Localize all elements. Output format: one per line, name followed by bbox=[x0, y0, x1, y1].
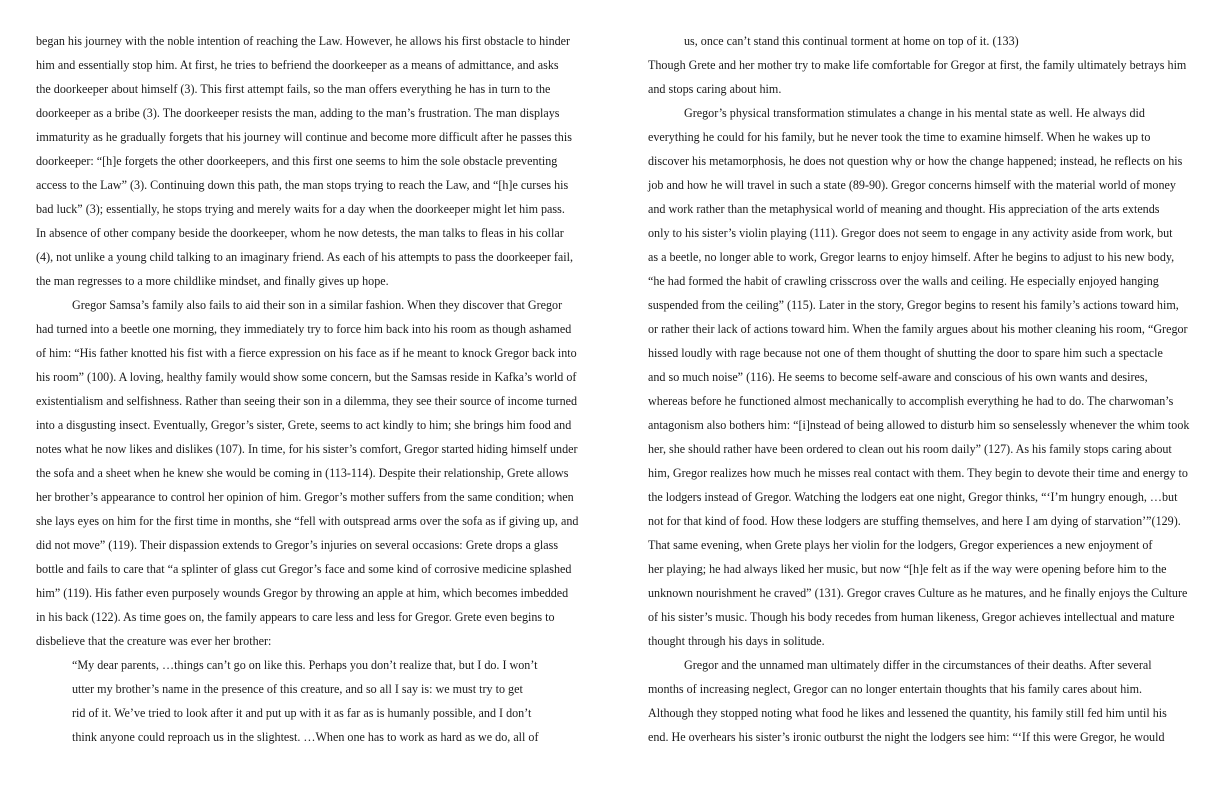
text-line: the sofa and a sheet when he knew she would be coming in (113-114). Despite their relationship, Grete allows bbox=[36, 466, 569, 480]
text-line: into a disgusting insect. Eventually, Gregor’s sister, Grete, seems to act kindly to him; she brings him food and bbox=[36, 418, 572, 432]
text-line: discover his metamorphosis, he does not question why or how the change happened; instead, he reflects on his bbox=[648, 154, 1183, 168]
text-line: the doorkeeper about himself (3). This first attempt fails, so the man offers everything he has in turn to the bbox=[36, 82, 551, 96]
text-line: doorkeeper as a bribe (3). The doorkeeper resists the man, adding to the man’s frustration. The man displays bbox=[36, 106, 560, 120]
text-line: Though Grete and her mother try to make life comfortable for Gregor at first, the family ultimately betrays him bbox=[648, 58, 1187, 72]
block-quote-line: rid of it. We’ve tried to look after it and put up with it as far as is humanly possible, and I don’t bbox=[72, 706, 532, 720]
text-line: whereas before he functioned almost mechanically to accomplish everything he had to do. The charwoman’s bbox=[648, 394, 1174, 408]
text-line: of him: “His father knotted his fist with a fierce expression on his face as if he meant to knock Gregor back into bbox=[36, 346, 577, 360]
block-quote-line: utter my brother’s name in the presence of this creature, and so all I say is: we must try to get bbox=[72, 682, 523, 696]
text-line: her, she should rather have been ordered to clean out his room daily” (127). As his family stops caring about bbox=[648, 442, 1172, 456]
text-line: and so much noise” (116). He seems to become self-aware and conscious of his own wants and desires, bbox=[648, 370, 1148, 384]
text-line: began his journey with the noble intention of reaching the Law. However, he allows his first obstacle to hinder bbox=[36, 34, 571, 48]
text-line: “he had formed the habit of crawling crisscross over the walls and ceiling. He especially enjoyed hanging bbox=[648, 274, 1159, 288]
text-line: and stops caring about him. bbox=[648, 82, 782, 96]
text-line: of his sister’s music. Though his body recedes from human likeness, Gregor achieves intellectual and mature bbox=[648, 610, 1175, 624]
text-line: immaturity as he gradually forgets that his journey will continue and become more difficult after he passes this bbox=[36, 130, 572, 144]
text-line: thought through his days in solitude. bbox=[648, 634, 825, 648]
text-line: him, Gregor realizes how much he misses real contact with them. They begin to devote their time and energy to bbox=[648, 466, 1188, 480]
text-line: everything he could for his family, but he never took the time to examine himself. When he wakes up to bbox=[648, 130, 1151, 144]
text-line: her playing; he had always liked her music, but now “[h]e felt as if the way were opening before him to the bbox=[648, 562, 1167, 576]
text-line: job and how he will travel in such a state (89-90). Gregor concerns himself with the material world of money bbox=[648, 178, 1176, 192]
text-line: Although they stopped noting what food he likes and lessened the quantity, his family still fed him until his bbox=[648, 706, 1167, 720]
text-line: him and essentially stop him. At first, he tries to befriend the doorkeeper as a means of admittance, and asks bbox=[36, 58, 559, 72]
text-line: had turned into a beetle one morning, they immediately try to force him back into his room as though ashamed bbox=[36, 322, 572, 336]
text-line: she lays eyes on him for the first time in months, she “fell with outspread arms over the sofa as if giving up, and bbox=[36, 514, 579, 528]
text-line: his room” (100). A loving, healthy family would show some concern, but the Samsas reside in Kafka’s world of bbox=[36, 370, 577, 384]
paragraph-start-line: Gregor and the unnamed man ultimately differ in the circumstances of their deaths. After several bbox=[684, 658, 1152, 672]
paragraph-start-line: Gregor’s physical transformation stimulates a change in his mental state as well. He always did bbox=[684, 106, 1145, 120]
text-line: hissed loudly with rage because not one of them thought of shutting the door to spare him such a spectacle bbox=[648, 346, 1163, 360]
text-line: him” (119). His father even purposely wounds Gregor by throwing an apple at him, which becomes imbedded bbox=[36, 586, 569, 600]
right-page bbox=[648, 29, 1193, 749]
text-line: antagonism also bothers him: “[i]nstead of being allowed to disturb him so senselessly whenever the whim took bbox=[648, 418, 1190, 432]
block-quote-line: us, once can’t stand this continual torment at home on top of it. (133) bbox=[684, 34, 1019, 48]
text-line: bottle and fails to care that “a splinter of glass cut Gregor’s face and some kind of corrosive medicine splashed bbox=[36, 562, 572, 576]
text-line: months of increasing neglect, Gregor can no longer entertain thoughts that his family cares about him. bbox=[648, 682, 1143, 696]
block-quote-line: “My dear parents, …things can’t go on like this. Perhaps you don’t realize that, but I do. I won’t bbox=[72, 658, 538, 672]
text-line: existentialism and selfishness. Rather than seeing their son in a dilemma, they see their source of income turned bbox=[36, 394, 578, 408]
text-line: notes what he now likes and dislikes (107). In time, for his sister’s comfort, Gregor started hiding himself under bbox=[36, 442, 578, 456]
text-line: doorkeeper: “[h]e forgets the other doorkeepers, and this first one seems to him the sole obstacle preventing bbox=[36, 154, 558, 168]
text-line: In absence of other company beside the doorkeeper, whom he now detests, the man talks to fleas in his collar bbox=[36, 226, 564, 240]
text-line: and work rather than the metaphysical world of meaning and thought. His appreciation of the arts extends bbox=[648, 202, 1160, 216]
left-page bbox=[36, 29, 581, 749]
text-line: the lodgers instead of Gregor. Watching the lodgers eat one night, Gregor thinks, “‘I’m hungry enough, …but bbox=[648, 490, 1178, 504]
text-line: not for that kind of food. How these lodgers are stuffing themselves, and here I am dying of starvation’”(129). bbox=[648, 514, 1181, 528]
text-line: her brother’s appearance to control her opinion of him. Gregor’s mother suffers from the same condition; when bbox=[36, 490, 574, 504]
text-line: end. He overhears his sister’s ironic outburst the night the lodgers see him: “‘If this were Gregor, he would bbox=[648, 730, 1165, 744]
text-line: That same evening, when Grete plays her violin for the lodgers, Gregor experiences a new enjoyment of bbox=[648, 538, 1153, 552]
paragraph-start-line: Gregor Samsa’s family also fails to aid their son in a similar fashion. When they discover that Gregor bbox=[72, 298, 563, 312]
text-line: or rather their lack of actions toward him. When the family argues about his mother cleaning his room, “Gregor bbox=[648, 322, 1188, 336]
text-line: disbelieve that the creature was ever her brother: bbox=[36, 634, 272, 648]
text-line: bad luck” (3); essentially, he stops trying and merely waits for a day when the doorkeeper might let him pass. bbox=[36, 202, 565, 216]
text-line: as a beetle, no longer able to work, Gregor learns to enjoy himself. After he begins to adjust to his new body, bbox=[648, 250, 1175, 264]
text-line: (4), not unlike a young child talking to an imaginary friend. As each of his attempts to pass the doorkeeper fail, bbox=[36, 250, 574, 264]
text-line: suspended from the ceiling” (115). Later in the story, Gregor begins to resent his family’s actions toward him, bbox=[648, 298, 1179, 312]
block-quote-line: think anyone could reproach us in the slightest. …When one has to work as hard as we do, all of bbox=[72, 730, 539, 744]
text-line: only to his sister’s violin playing (111). Gregor does not seem to engage in any activity aside from work, but bbox=[648, 226, 1173, 240]
text-line: in his back (122). As time goes on, the family appears to care less and less for Gregor. Grete even begins to bbox=[36, 610, 555, 624]
text-line: the man regresses to a more childlike mindset, and finally gives up hope. bbox=[36, 274, 389, 288]
text-line: did not move” (119). Their dispassion extends to Gregor’s injuries on several occasions: Grete drops a glass bbox=[36, 538, 559, 552]
text-line: unknown nourishment he craved” (131). Gregor craves Culture as he matures, and he finally enjoys the Culture bbox=[648, 586, 1188, 600]
text-line: access to the Law” (3). Continuing down this path, the man stops trying to reach the Law, and “[h]e curses his bbox=[36, 178, 569, 192]
